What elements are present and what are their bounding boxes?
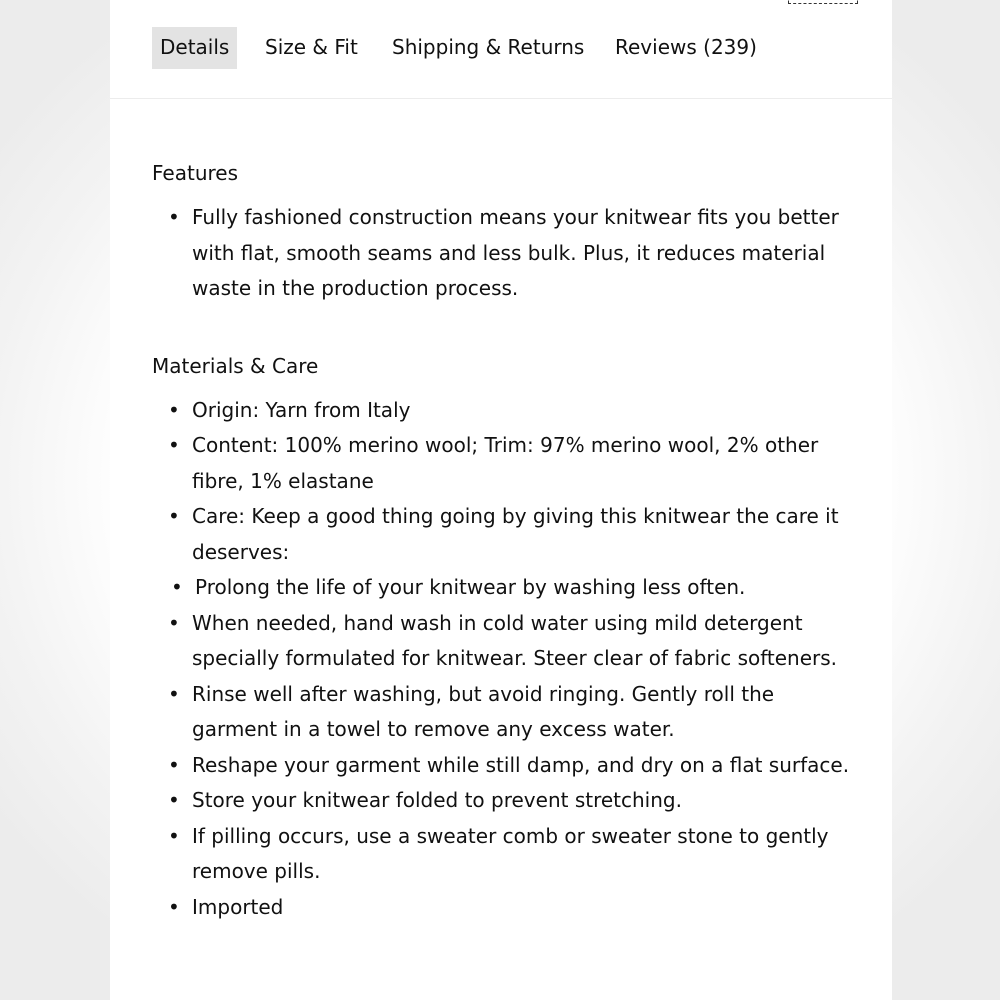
list-item: • Origin: Yarn from Italy (152, 393, 852, 429)
list-item: • Care: Keep a good thing going by giving this knitwear the care it deserves: (152, 499, 852, 570)
list-item: • Store your knitwear folded to prevent stretching. (152, 783, 852, 819)
materials-care-list (152, 393, 852, 926)
tab-details[interactable]: Details (152, 27, 237, 69)
materials-care-heading: Materials & Care (152, 353, 319, 378)
list-item: • When needed, hand wash in cold water using mild detergent specially formulated for knitwear. Steer clear of fabric softeners. (152, 606, 852, 677)
list-item: • Imported (152, 890, 852, 926)
tab-size-fit[interactable]: Size & Fit (265, 35, 358, 59)
list-item: • If pilling occurs, use a sweater comb or sweater stone to gently remove pills. (152, 819, 852, 890)
features-list (152, 200, 852, 307)
tab-shipping-returns[interactable]: Shipping & Returns (392, 35, 585, 59)
list-item: • Fully fashioned construction means your knitwear fits you better with flat, smooth seams and less bulk. Plus, it reduces material waste in the production process. (152, 200, 852, 307)
list-item: • Reshape your garment while still damp, and dry on a flat surface. (152, 748, 852, 784)
tab-reviews[interactable]: Reviews (239) (615, 35, 757, 59)
details-content (152, 150, 852, 925)
features-heading: Features (152, 161, 238, 185)
product-details-panel (110, 0, 892, 1000)
tab-bar (110, 0, 892, 99)
list-item: • Rinse well after washing, but avoid ringing. Gently roll the garment in a towel to remove any excess water. (152, 677, 852, 748)
list-item: • Content: 100% merino wool; Trim: 97% merino wool, 2% other fibre, 1% elastane (152, 428, 852, 499)
list-item: • Prolong the life of your knitwear by washing less often. (152, 570, 852, 606)
